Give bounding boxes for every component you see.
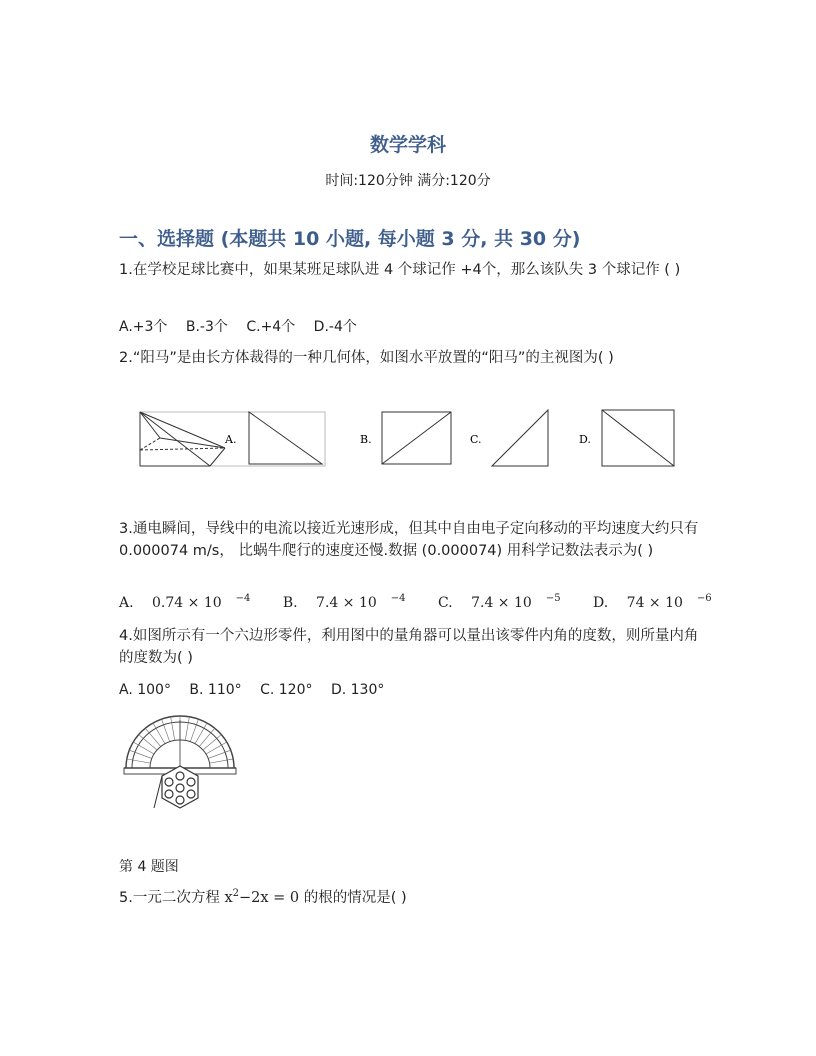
exam-info: 时间:120分钟 满分:120分 — [325, 173, 491, 189]
protractor-hexagon-figure — [120, 710, 240, 815]
option-a-figure — [249, 412, 322, 464]
protractor-tick — [203, 735, 221, 750]
question-2-figures — [130, 400, 690, 475]
option-a: A. 100° — [119, 682, 171, 698]
option-d: D.-4个 — [313, 319, 357, 335]
option-a-label: A. — [225, 433, 237, 446]
option-c: C. 7.4 × 10 $^{-5}$ — [437, 593, 561, 611]
option-b-label: B. — [360, 433, 372, 446]
option-d-label: D. — [579, 433, 591, 446]
protractor-tick — [139, 735, 157, 750]
option-b: B. 7.4 × 10 $^{-4}$ — [282, 593, 406, 611]
protractor-tick — [185, 717, 189, 741]
question-4-options — [119, 682, 398, 698]
option-d: D. 74 × 10 $^{-6}$ — [593, 593, 712, 611]
option-d-figure — [602, 410, 674, 466]
question-1-options — [119, 316, 371, 336]
protractor-tick — [162, 719, 170, 742]
protractor-tick — [145, 728, 160, 746]
figure-caption: 第 4 题图 — [119, 859, 179, 875]
question-5-text: 5.一元二次方程 $x^2-2x = 0$ 的根的情况是( ) — [119, 888, 407, 906]
protractor-tick — [208, 750, 231, 758]
question-2-text: 2.“阳马”是由长方体裁得的一种几何体，如图水平放置的“阳马”的主视图为( ) — [119, 350, 614, 366]
hexagon-part — [162, 766, 198, 808]
option-b: B. 110° — [189, 682, 242, 698]
protractor-tick — [210, 759, 234, 763]
question-4-text: 4.如图所示有一个六边形零件，利用图中的量角器可以量出该零件内角的度数，则所量内角的度数为( ) — [119, 628, 699, 666]
option-b: B.-3个 — [185, 319, 228, 335]
protractor-tick — [129, 750, 152, 758]
question-3-options — [119, 595, 740, 611]
question-1-text: 1.在学校足球比赛中，如果某班足球队进 4 个球记作 +4个，那么该队失 3 个球记作 ( ) — [119, 262, 681, 278]
section-heading: 一、选择题 (本题共 10 小题, 每小题 3 分, 共 30 分) — [119, 228, 581, 250]
option-b-figure — [382, 412, 451, 464]
option-a: A.+3个 — [119, 319, 168, 335]
option-c-label: C. — [470, 433, 482, 446]
protractor-tick — [127, 759, 151, 763]
option-c: C.+4个 — [246, 319, 296, 335]
protractor-tick — [171, 717, 175, 741]
page-title: 数学学科 — [369, 134, 446, 156]
option-a: A. 0.74 × 10 $^{-4}$ — [119, 593, 251, 611]
protractor-tick — [190, 719, 198, 742]
question-3-text: 3.通电瞬间，导线中的电流以接近光速形成，但其中自由电子定向移动的平均速度大约只有 0.000074 m/s， 比蜗牛爬行的速度还慢.数据 (0.000074) 用科学记数法表示为( ) — [119, 521, 699, 559]
option-c: C. 120° — [260, 682, 313, 698]
protractor-tick — [199, 728, 214, 746]
option-c-figure — [492, 410, 548, 466]
option-d: D. 130° — [330, 682, 385, 698]
